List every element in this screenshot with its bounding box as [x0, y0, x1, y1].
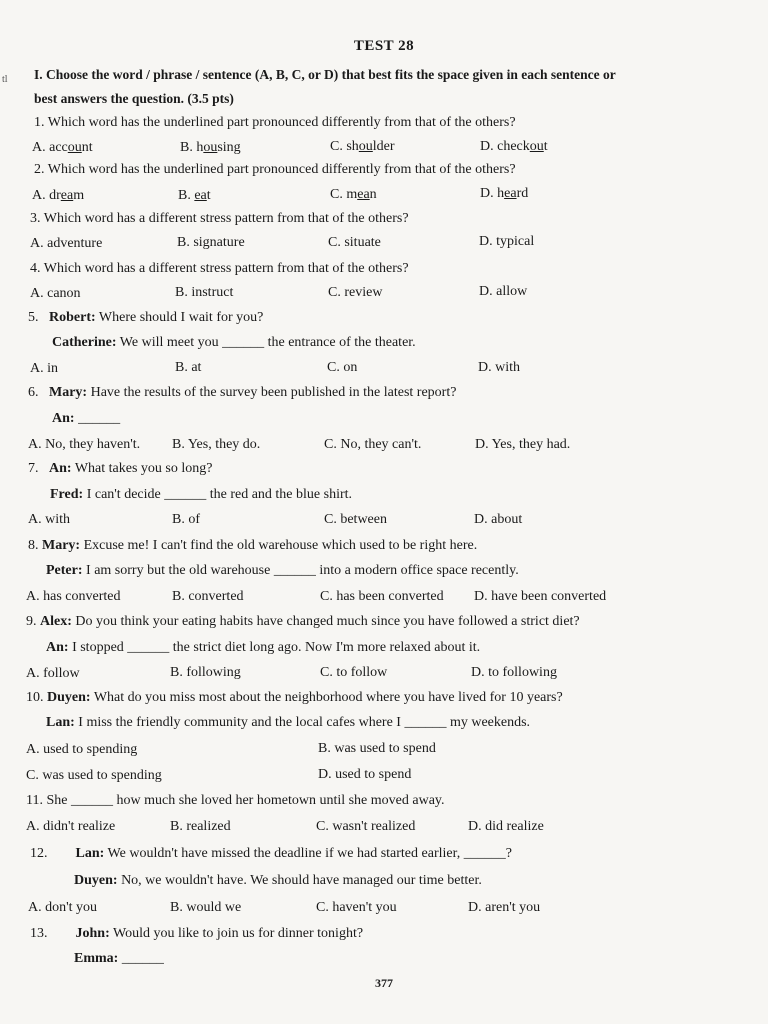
q8-option-c[interactable]: C. has been converted — [320, 589, 444, 604]
q4-option-c[interactable]: C. review — [328, 285, 383, 300]
dialogue-text: Where should I wait for you? — [98, 310, 264, 325]
question-3-prompt: 3. Which word has a different stress pattern from that of the others? — [30, 211, 409, 226]
option-text: n — [369, 187, 377, 202]
q6-option-c[interactable]: C. No, they can't. — [324, 437, 422, 452]
underlined-part: ea — [60, 188, 74, 203]
q12-option-a[interactable]: A. don't you — [28, 900, 98, 915]
option-text: t — [206, 188, 211, 203]
speaker-name: Mary: — [42, 538, 81, 553]
q10-option-a[interactable]: A. used to spending — [26, 742, 138, 757]
option-text: m — [73, 188, 85, 203]
speaker-name: Lan: — [46, 715, 75, 730]
option-text: D. check — [480, 139, 530, 154]
question-number: 9. — [26, 614, 37, 629]
q5-option-c[interactable]: C. on — [327, 360, 358, 375]
dialogue-text: We wouldn't have missed the deadline if we had started earlier, ______? — [107, 846, 512, 861]
speaker-name: Peter: — [46, 563, 83, 578]
speaker-name: Duyen: — [74, 873, 118, 888]
q6-option-d[interactable]: D. Yes, they had. — [475, 437, 571, 452]
question-7-line2 — [50, 487, 352, 503]
q1-option-a[interactable] — [32, 140, 93, 156]
question-number: 7. — [28, 461, 39, 476]
question-7-line1 — [28, 461, 212, 477]
q1-option-d[interactable] — [480, 139, 548, 155]
q2-option-c[interactable] — [330, 187, 377, 203]
option-text: rd — [516, 186, 529, 201]
q2-option-d[interactable] — [480, 186, 528, 202]
q9-option-b[interactable]: B. following — [170, 665, 241, 680]
dialogue-text: I can't decide ______ the red and the blue shirt. — [86, 487, 353, 502]
page-title: TEST 28 — [353, 38, 415, 54]
speaker-name: John: — [75, 926, 110, 941]
dialogue-text: I am sorry but the old warehouse ______ into a modern office space recently. — [86, 563, 519, 578]
question-10-line2 — [46, 715, 530, 731]
speaker-name: Alex: — [40, 614, 72, 629]
question-9-line2 — [46, 640, 480, 656]
q11-option-a[interactable]: A. didn't realize — [26, 819, 116, 834]
question-8-line1 — [28, 538, 477, 554]
option-text: C. m — [330, 187, 358, 202]
q1-option-b[interactable] — [180, 140, 241, 156]
q12-option-c[interactable]: C. haven't you — [316, 900, 397, 915]
dialogue-text: Excuse me! I can't find the old warehouse which used to be right here. — [83, 538, 478, 553]
dialogue-text: Have the results of the survey been published in the latest report? — [90, 385, 457, 400]
speaker-name: Fred: — [50, 487, 84, 502]
q10-option-d[interactable]: D. used to spend — [318, 767, 412, 782]
question-13-line2 — [74, 951, 164, 967]
question-number: 6. — [28, 385, 39, 400]
q2-option-a[interactable] — [32, 188, 84, 204]
dialogue-text: We will meet you ______ the entrance of the theater. — [119, 335, 416, 350]
question-12-line1 — [30, 846, 512, 862]
q1-option-c[interactable] — [330, 139, 395, 155]
q8-option-a[interactable]: A. has converted — [26, 589, 121, 604]
question-10-line1 — [26, 690, 563, 706]
option-text: lder — [372, 139, 395, 154]
question-11-prompt: 11. She ______ how much she loved her hometown until she moved away. — [26, 793, 445, 808]
option-text: nt — [81, 140, 93, 155]
speaker-name: An: — [46, 640, 69, 655]
option-text: C. sh — [330, 139, 359, 154]
question-8-line2 — [46, 563, 519, 579]
q9-option-c[interactable]: C. to follow — [320, 665, 388, 680]
q10-option-b[interactable]: B. was used to spend — [318, 741, 436, 756]
dialogue-text: I stopped ______ the strict diet long ago. Now I'm more relaxed about it. — [72, 640, 481, 655]
speaker-name: Lan: — [75, 846, 105, 861]
q4-option-a[interactable]: A. canon — [30, 286, 81, 301]
q3-option-d[interactable]: D. typical — [479, 234, 535, 249]
q4-option-b[interactable]: B. instruct — [175, 285, 234, 300]
q5-option-a[interactable]: A. in — [30, 361, 58, 376]
q9-option-d[interactable]: D. to following — [471, 665, 557, 680]
q11-option-b[interactable]: B. realized — [170, 819, 231, 834]
option-text: t — [543, 139, 548, 154]
answer-blank: ______ — [121, 951, 164, 966]
option-text: D. h — [480, 186, 505, 201]
question-number: 13. — [30, 926, 48, 941]
speaker-name: Mary: — [49, 385, 88, 400]
underlined-part: ou — [203, 140, 218, 155]
q3-option-a[interactable]: A. adventure — [30, 236, 103, 251]
question-1-prompt: 1. Which word has the underlined part pronounced differently from that of the others? — [34, 115, 516, 130]
underlined-part: ea — [194, 188, 207, 203]
q9-option-a[interactable]: A. follow — [26, 666, 80, 681]
dialogue-text: No, we wouldn't have. We should have managed our time better. — [121, 873, 482, 888]
underlined-part: ea — [504, 186, 517, 201]
q7-option-d[interactable]: D. about — [474, 512, 523, 527]
speaker-name: Robert: — [49, 310, 96, 325]
option-text: A. dr — [32, 188, 61, 203]
section-heading-line2: best answers the question. (3.5 pts) — [34, 91, 234, 106]
question-6-line2 — [52, 411, 120, 427]
q5-option-b[interactable]: B. at — [175, 360, 202, 375]
dialogue-text: What takes you so long? — [74, 461, 213, 476]
underlined-part: ou — [529, 139, 544, 154]
underlined-part: ou — [67, 140, 82, 155]
answer-blank: ______ — [78, 411, 121, 426]
underlined-part: ea — [357, 187, 370, 202]
q8-option-d[interactable]: D. have been converted — [474, 589, 607, 604]
speaker-name: Emma: — [74, 951, 119, 966]
question-number: 12. — [30, 846, 48, 861]
question-12-line2 — [74, 873, 482, 889]
q4-option-d[interactable]: D. allow — [479, 284, 528, 299]
q12-option-b[interactable]: B. would we — [170, 900, 242, 915]
question-6-line1 — [28, 385, 456, 401]
q10-option-c[interactable]: C. was used to spending — [26, 768, 162, 783]
page-number: 377 — [375, 976, 393, 990]
question-5-line2 — [52, 335, 416, 351]
dialogue-text: What do you miss most about the neighborhood where you have lived for 10 years? — [93, 690, 563, 705]
question-13-line1 — [30, 926, 363, 942]
question-2-prompt: 2. Which word has the underlined part pronounced differently from that of the others? — [34, 162, 516, 177]
question-number: 8. — [28, 538, 39, 553]
question-4-prompt: 4. Which word has a different stress pattern from that of the others? — [30, 261, 409, 276]
dialogue-text: Do you think your eating habits have changed much since you have followed a strict diet? — [75, 614, 580, 629]
question-5-line1 — [28, 310, 263, 326]
q7-option-b[interactable]: B. of — [172, 512, 200, 527]
q3-option-c[interactable]: C. situate — [328, 235, 381, 250]
speaker-name: An: — [49, 461, 72, 476]
q8-option-b[interactable]: B. converted — [172, 589, 244, 604]
q12-option-d[interactable]: D. aren't you — [468, 900, 541, 915]
dialogue-text: I miss the friendly community and the local cafes where I ______ my weekends. — [78, 715, 531, 730]
speaker-name: An: — [52, 411, 75, 426]
q11-option-c[interactable]: C. wasn't realized — [316, 819, 416, 834]
q2-option-b[interactable] — [178, 188, 211, 204]
q7-option-c[interactable]: C. between — [324, 512, 387, 527]
margin-mark: tl — [2, 74, 8, 85]
q11-option-d[interactable]: D. did realize — [468, 819, 544, 834]
speaker-name: Catherine: — [52, 335, 117, 350]
q5-option-d[interactable]: D. with — [478, 360, 520, 375]
option-text: B. h — [180, 140, 204, 155]
question-number: 10. — [26, 690, 44, 705]
underlined-part: ou — [358, 139, 373, 154]
question-9-line1 — [26, 614, 580, 630]
option-text: A. acc — [32, 140, 68, 155]
option-text: sing — [217, 140, 241, 155]
q6-option-a[interactable]: A. No, they haven't. — [28, 437, 141, 452]
question-number: 5. — [28, 310, 39, 325]
speaker-name: Duyen: — [47, 690, 91, 705]
option-text: B. — [178, 188, 195, 203]
dialogue-text: Would you like to join us for dinner tonight? — [112, 926, 364, 941]
q3-option-b[interactable]: B. signature — [177, 235, 245, 250]
section-heading-line1: I. Choose the word / phrase / sentence (A, B, C, or D) that best fits the space given in each sentence or — [34, 67, 616, 82]
q6-option-b[interactable]: B. Yes, they do. — [172, 437, 261, 452]
q7-option-a[interactable]: A. with — [28, 512, 70, 527]
